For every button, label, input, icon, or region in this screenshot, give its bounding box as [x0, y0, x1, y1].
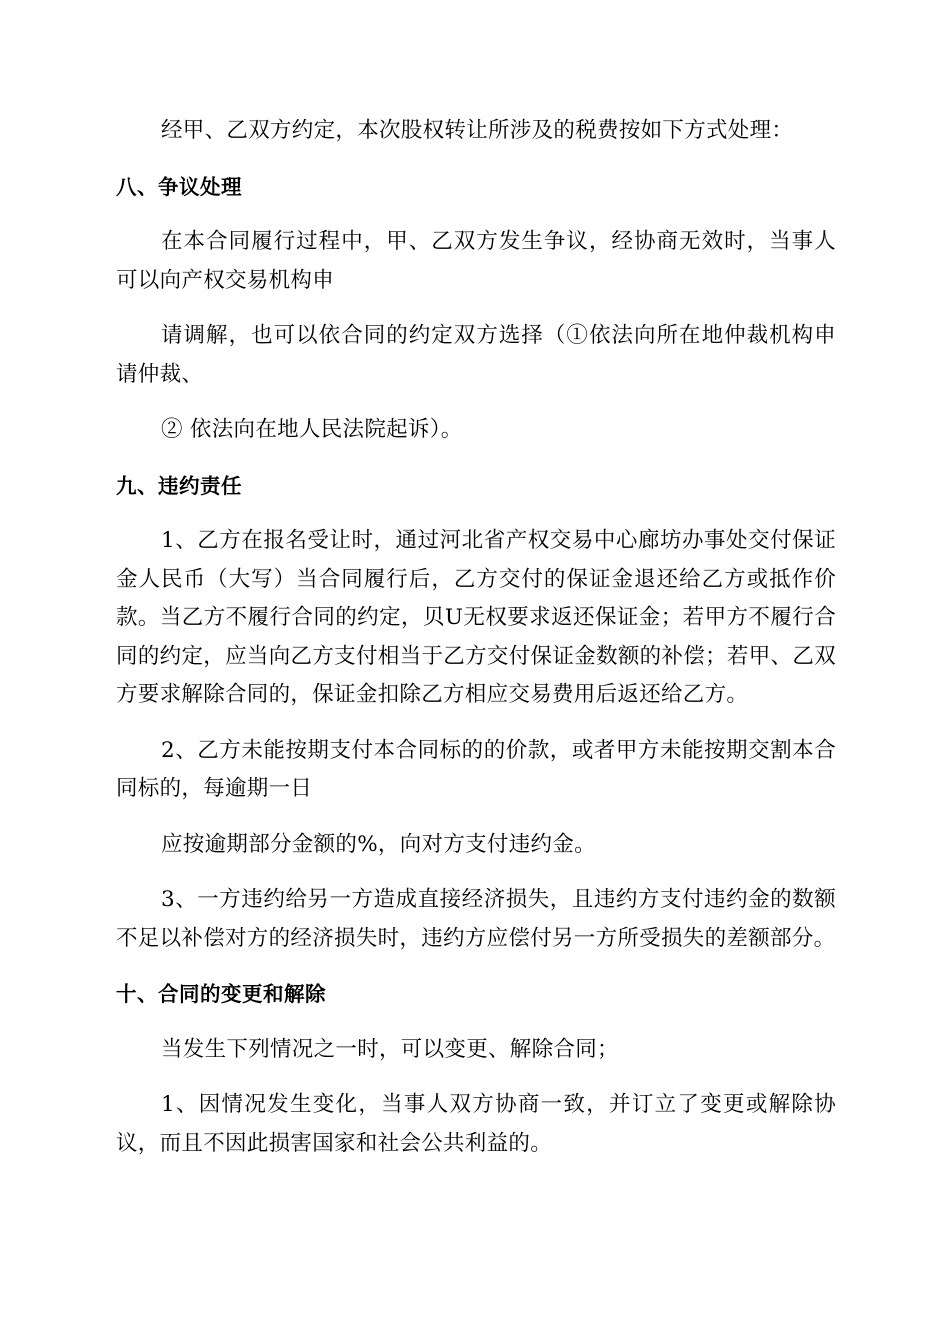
section-heading-change: 十、合同的变更和解除 [116, 982, 326, 1006]
document-page [116, 112, 836, 1163]
liability-paragraph-4: 3、一方违约给另一方造成直接经济损失，且违约方支付违约金的数额不足以补偿对方的经济损失时，违约方应偿付另一方所受损失的差额部分。 [116, 887, 836, 951]
section-heading-liability: 九、违约责任 [116, 473, 242, 498]
dispute-paragraph-3: ② 依法向在地人民法院起诉）。 [161, 417, 463, 442]
change-paragraph-2: 1、因情况发生变化，当事人双方协商一致，并订立了变更或解除协议，而且不因此损害国家和社会公共利益的。 [116, 1092, 836, 1156]
section-heading-dispute: 八、争议处理 [116, 174, 242, 199]
dispute-paragraph-1: 在本合同履行过程中，甲、乙双方发生争议，经协商无效时，当事人可以向产权交易机构申 [116, 229, 836, 293]
dispute-paragraph-2: 请调解，也可以依合同的约定双方选择（①依法向所在地仲裁机构申请仲裁、 [116, 323, 836, 387]
liability-paragraph-2: 2、乙方未能按期支付本合同标的的价款，或者甲方未能按期交割本合同标的，每逾期一日 [116, 737, 836, 801]
tax-paragraph: 经甲、乙双方约定，本次股权转让所涉及的税费按如下方式处理： [161, 118, 794, 143]
liability-paragraph-1: 1、乙方在报名受让时，通过河北省产权交易中心廊坊办事处交付保证金人民币（大写）当合同履行后，乙方交付的保证金退还给乙方或抵作价款。当乙方不履行合同的约定，贝U无权要求返还保证金；若甲方不履行合同的约定，应当向乙方支付相当于乙方交付保证金数额的补偿；若甲、乙双方要求解除合同的，保证金扣除乙方相应交易费用后返还给乙方。 [116, 528, 836, 707]
liability-paragraph-3: 应按逾期部分金额的%，向对方支付违约金。 [161, 831, 596, 857]
change-paragraph-1: 当发生下列情况之一时，可以变更、解除合同； [161, 1036, 619, 1062]
